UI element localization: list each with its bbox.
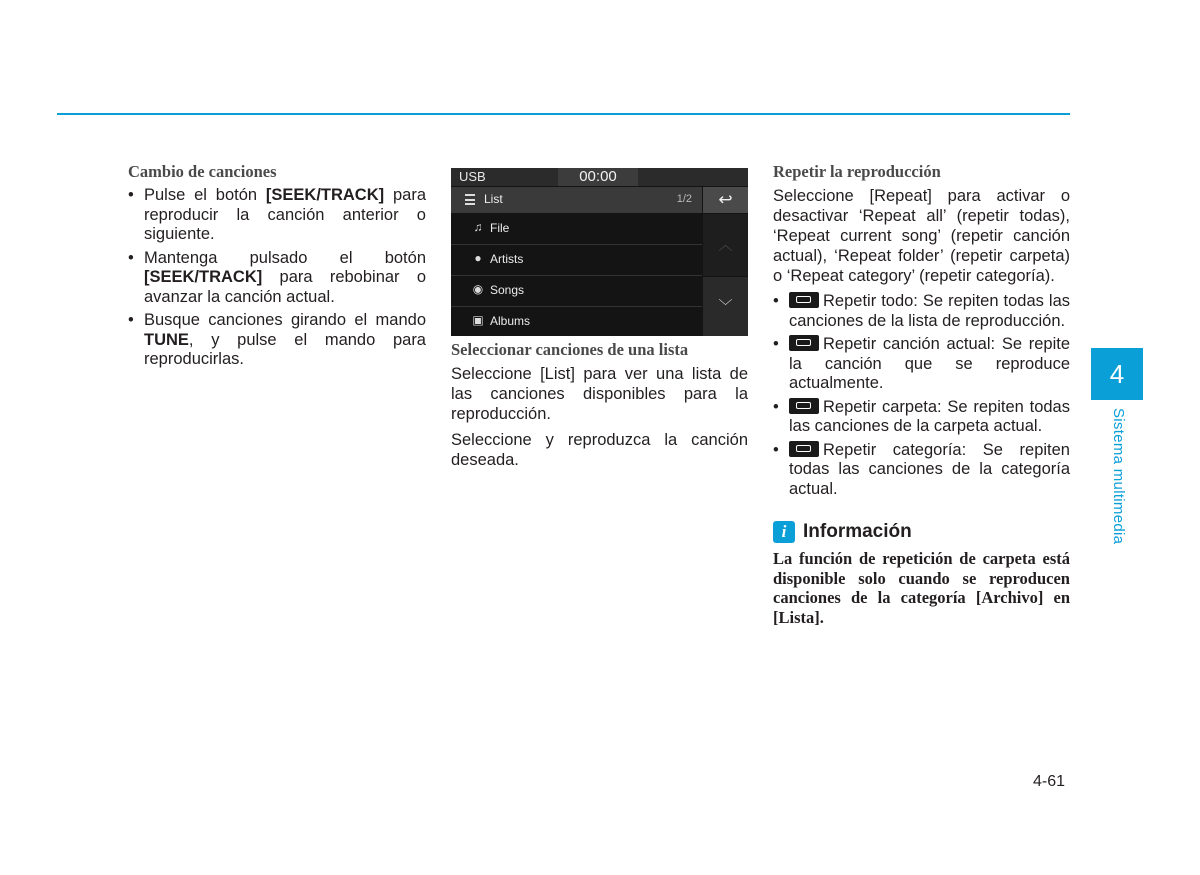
list-icon — [465, 194, 475, 205]
person-icon: ● — [474, 251, 482, 265]
list-item: • Pulse el botón [SEEK/TRACK] para reproducir la canción anterior o siguiente. — [128, 186, 426, 245]
paragraph: Seleccione y reproduzca la canción deseada. — [451, 431, 748, 469]
list-item: • Repetir todo: Se repiten todas las canciones de la lista de reproducción. — [773, 292, 1070, 331]
column-repeat — [773, 162, 1070, 627]
list-item-albums[interactable]: ▣ Albums — [472, 313, 531, 328]
section-heading: Seleccionar canciones de una lista — [451, 340, 689, 359]
section-heading: Cambio de canciones — [128, 162, 277, 181]
disc-icon: ◉ — [472, 282, 484, 296]
info-icon: i — [773, 521, 795, 543]
paragraph: Seleccione [List] para ver una lista de las canciones disponibles para la reproducción. — [451, 365, 748, 423]
list-item-artists[interactable]: ● Artists — [451, 245, 702, 276]
repeat-folder-icon — [789, 398, 819, 414]
section-heading: Repetir la reproducción — [773, 162, 941, 181]
info-text: La función de repetición de carpeta está disponible solo cuando se reproducen canciones de la categoría [Archivo] en [Lista]. — [773, 549, 1070, 627]
bullet-list — [128, 186, 426, 370]
page-number: 4-61 — [1033, 773, 1066, 790]
column-song-change — [128, 162, 426, 374]
clock: 00:00 — [558, 168, 638, 186]
list-item: • Busque canciones girando el mando TUNE, y pulse el mando para reproducirlas. — [128, 311, 426, 370]
repeat-category-icon — [789, 441, 819, 457]
repeat-all-icon — [789, 292, 819, 308]
list-item-songs[interactable]: ◉ Songs — [451, 276, 702, 307]
scroll-up-icon[interactable]: ︿ — [703, 214, 748, 276]
usb-list-screen — [451, 168, 748, 336]
album-icon: ▣ — [472, 313, 484, 327]
list-item: • Repetir carpeta: Se repiten todas las canciones de la carpeta actual. — [773, 398, 1070, 437]
column-select-list — [451, 163, 748, 476]
list-header-bar[interactable] — [451, 187, 702, 213]
back-arrow-icon[interactable]: ↩ — [703, 187, 748, 213]
chapter-tab: 4 — [1091, 348, 1143, 400]
scroll-down-icon[interactable]: ﹀ — [703, 277, 748, 336]
paragraph: Seleccione [Repeat] para activar o desactivar ‘Repeat all’ (repetir todas), ‘Repeat current song’ (repetir canción actual), ‘Repeat folder’ (repetir carpeta) o ‘Repeat category’ (repetir categoría). — [773, 187, 1070, 285]
repeat-one-icon — [789, 335, 819, 351]
list-item: • Mantenga pulsado el botón [SEEK/TRACK] para rebobinar o avanzar la canción actual. — [128, 249, 426, 308]
list-item: • Repetir canción actual: Se repite la canción que se reproduce actualmente. — [773, 335, 1070, 394]
source-label: USB — [459, 169, 486, 184]
info-heading: i Información — [773, 521, 1070, 543]
page-indicator: 1/2 — [676, 193, 692, 205]
list-item: • Repetir categoría: Se repiten todas las canciones de la categoría actual. — [773, 441, 1070, 500]
chapter-label: Sistema multimedia — [1110, 408, 1127, 545]
list-label: List — [484, 192, 503, 206]
music-note-icon: ♫ — [473, 220, 483, 234]
top-rule — [57, 113, 1070, 115]
repeat-bullets — [773, 292, 1070, 499]
list-item-file[interactable]: ♫ File — [451, 214, 702, 245]
